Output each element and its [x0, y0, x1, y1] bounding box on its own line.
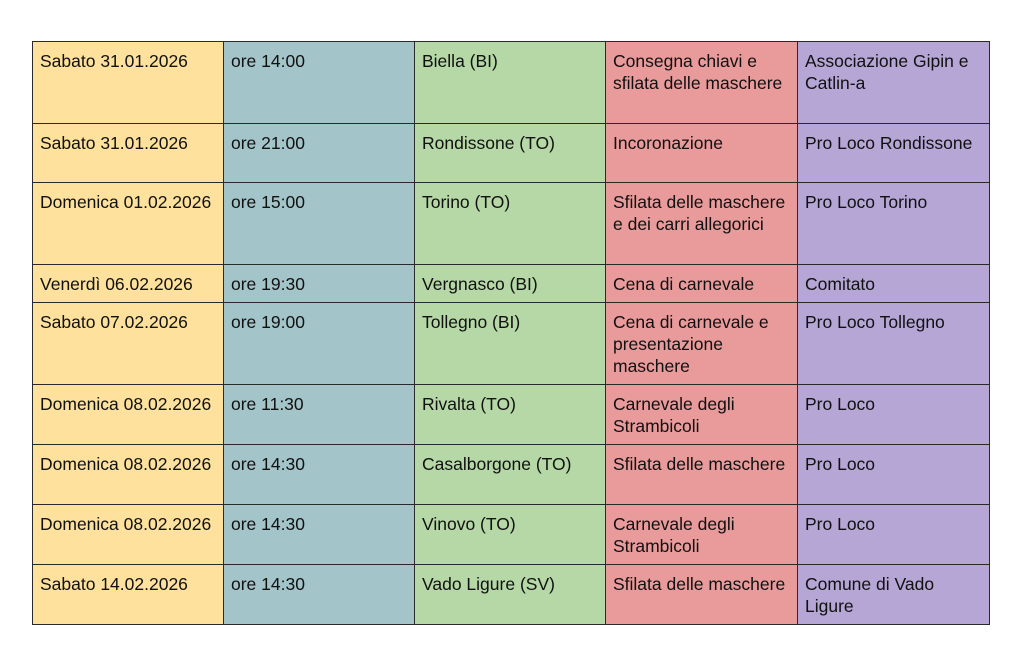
time-cell: ore 14:30	[224, 565, 415, 625]
schedule-body	[33, 42, 990, 625]
date-cell: Sabato 07.02.2026	[33, 303, 224, 385]
organizer-cell: Pro Loco	[798, 445, 990, 505]
table-row	[33, 445, 990, 505]
time-cell: ore 14:30	[224, 505, 415, 565]
place-cell: Tollegno (BI)	[415, 303, 606, 385]
table-row	[33, 42, 990, 124]
date-cell: Sabato 31.01.2026	[33, 124, 224, 183]
table-row	[33, 303, 990, 385]
event-cell: Carnevale degli Strambicoli	[606, 385, 798, 445]
event-cell: Sfilata delle maschere e dei carri allegorici	[606, 183, 798, 265]
date-cell: Domenica 08.02.2026	[33, 385, 224, 445]
time-cell: ore 14:00	[224, 42, 415, 124]
time-cell: ore 14:30	[224, 445, 415, 505]
event-cell: Consegna chiavi e sfilata delle maschere	[606, 42, 798, 124]
place-cell: Biella (BI)	[415, 42, 606, 124]
table-row	[33, 505, 990, 565]
event-cell: Incoronazione	[606, 124, 798, 183]
date-cell: Domenica 08.02.2026	[33, 505, 224, 565]
time-cell: ore 19:30	[224, 265, 415, 303]
place-cell: Casalborgone (TO)	[415, 445, 606, 505]
organizer-cell: Pro Loco Rondissone	[798, 124, 990, 183]
place-cell: Vinovo (TO)	[415, 505, 606, 565]
table-row	[33, 183, 990, 265]
event-cell: Cena di carnevale e presentazione maschere	[606, 303, 798, 385]
time-cell: ore 21:00	[224, 124, 415, 183]
time-cell: ore 11:30	[224, 385, 415, 445]
place-cell: Rondissone (TO)	[415, 124, 606, 183]
date-cell: Sabato 14.02.2026	[33, 565, 224, 625]
date-cell: Venerdì 06.02.2026	[33, 265, 224, 303]
date-cell: Sabato 31.01.2026	[33, 42, 224, 124]
event-cell: Sfilata delle maschere	[606, 445, 798, 505]
place-cell: Torino (TO)	[415, 183, 606, 265]
event-cell: Sfilata delle maschere	[606, 565, 798, 625]
organizer-cell: Pro Loco	[798, 385, 990, 445]
place-cell: Vado Ligure (SV)	[415, 565, 606, 625]
organizer-cell: Comune di Vado Ligure	[798, 565, 990, 625]
place-cell: Rivalta (TO)	[415, 385, 606, 445]
time-cell: ore 15:00	[224, 183, 415, 265]
table-row	[33, 265, 990, 303]
date-cell: Domenica 08.02.2026	[33, 445, 224, 505]
table-row	[33, 124, 990, 183]
organizer-cell: Comitato	[798, 265, 990, 303]
table-row	[33, 565, 990, 625]
organizer-cell: Pro Loco Tollegno	[798, 303, 990, 385]
event-cell: Carnevale degli Strambicoli	[606, 505, 798, 565]
date-cell: Domenica 01.02.2026	[33, 183, 224, 265]
place-cell: Vergnasco (BI)	[415, 265, 606, 303]
table-row	[33, 385, 990, 445]
time-cell: ore 19:00	[224, 303, 415, 385]
organizer-cell: Pro Loco Torino	[798, 183, 990, 265]
organizer-cell: Associazione Gipin e Catlin-a	[798, 42, 990, 124]
organizer-cell: Pro Loco	[798, 505, 990, 565]
event-cell: Cena di carnevale	[606, 265, 798, 303]
carnival-schedule-table	[32, 41, 990, 625]
